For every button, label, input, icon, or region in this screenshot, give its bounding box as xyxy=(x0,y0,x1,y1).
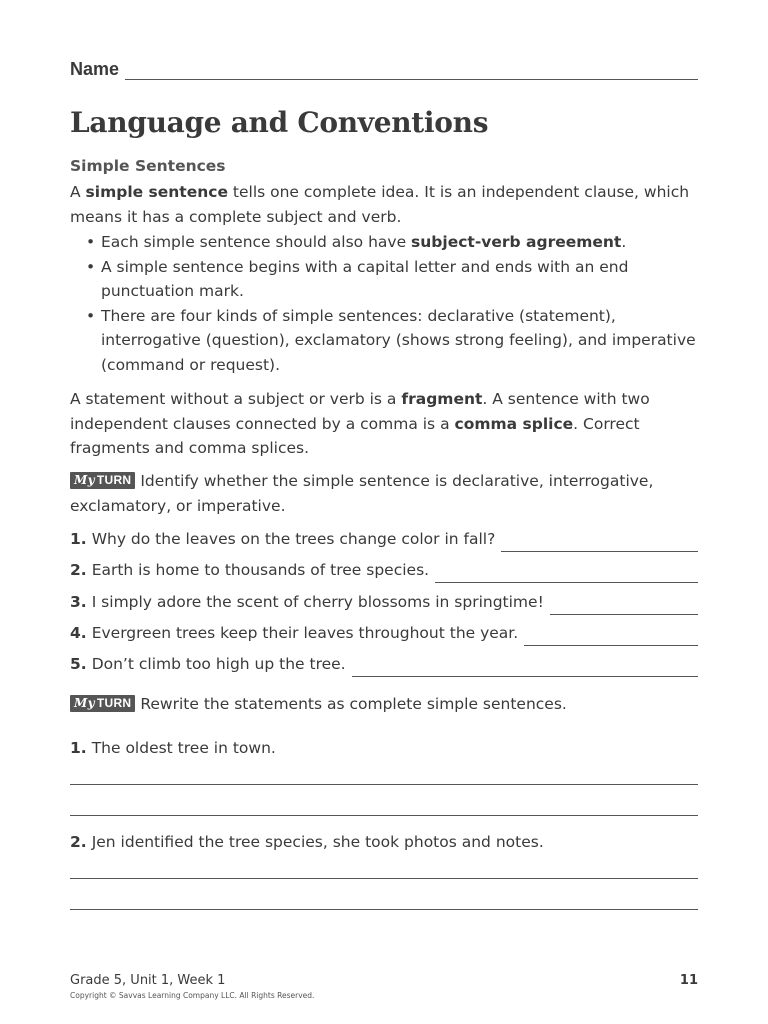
question-text: Evergreen trees keep their leaves throughout the year. xyxy=(91,624,519,642)
instruction-text: Rewrite the statements as complete simple sentences. xyxy=(135,695,567,713)
worksheet-page xyxy=(70,0,698,1024)
question-number: 1. xyxy=(70,530,87,548)
rewrite-item xyxy=(70,736,698,761)
name-label: Name xyxy=(70,59,120,79)
answer-line[interactable] xyxy=(70,784,698,785)
list-item-text: A simple sentence begins with a capital letter and ends with an end punctuation mark. xyxy=(101,257,629,300)
answer-line[interactable] xyxy=(70,909,698,910)
paragraph-text: . Correct fragments and comma splices. xyxy=(70,414,640,457)
my-turn-badge xyxy=(70,472,135,489)
question-number: 5. xyxy=(70,655,87,673)
my-turn-badge-my: My xyxy=(74,696,95,710)
answer-line[interactable] xyxy=(435,570,698,583)
term-comma-splice: comma splice xyxy=(454,414,574,433)
question-text: I simply adore the scent of cherry blossoms in springtime! xyxy=(91,593,544,611)
intro-text-rest: tells one complete idea. It is an independent clause, which means it has a complete subject and verb. xyxy=(70,183,690,226)
name-write-line[interactable] xyxy=(125,63,698,80)
answer-line[interactable] xyxy=(501,539,698,552)
instruction-text: Identify whether the simple sentence is declarative, interrogative, exclamatory, or imperative. xyxy=(70,472,654,515)
list-item xyxy=(86,230,698,255)
answer-line[interactable] xyxy=(352,664,698,677)
rewrite-item xyxy=(70,830,698,855)
copyright-notice: Copyright © Savvas Learning Company LLC. All Rights Reserved. xyxy=(70,991,315,1000)
list-item xyxy=(86,304,698,378)
name-row xyxy=(70,58,698,80)
question-row xyxy=(70,527,698,552)
list-item-text: Each simple sentence should also have xyxy=(101,233,412,251)
intro-text: A xyxy=(70,183,86,201)
question-row xyxy=(70,558,698,583)
my-turn-badge-my: My xyxy=(74,473,95,487)
my-turn-badge-turn: TURN xyxy=(96,696,132,710)
answer-line[interactable] xyxy=(70,878,698,879)
answer-line[interactable] xyxy=(70,815,698,816)
page-number: 11 xyxy=(679,973,698,988)
list-item-text: There are four kinds of simple sentences: declarative (statement), interrogative (question), exclamatory (shows strong feeling), and imperative (command or request). xyxy=(101,306,696,374)
activity1-instruction xyxy=(70,469,698,518)
page-title: Language and Conventions xyxy=(70,106,489,139)
question-number: 3. xyxy=(70,593,87,611)
my-turn-badge-turn: TURN xyxy=(96,473,132,487)
paragraph-text: A statement without a subject or verb is a xyxy=(70,390,402,408)
question-number: 2. xyxy=(70,833,87,851)
term-fragment: fragment xyxy=(401,390,483,408)
section-heading: Simple Sentences xyxy=(70,157,226,175)
question-text: Earth is home to thousands of tree species. xyxy=(91,561,430,579)
answer-line[interactable] xyxy=(550,602,698,615)
intro-paragraph xyxy=(70,180,698,229)
question-text: Jen identified the tree species, she took photos and notes. xyxy=(91,833,544,851)
question-row xyxy=(70,652,698,677)
answer-line[interactable] xyxy=(524,633,698,646)
my-turn-badge xyxy=(70,695,135,712)
activity2-instruction xyxy=(70,692,698,717)
question-text: Don’t climb too high up the tree. xyxy=(91,655,346,673)
question-number: 4. xyxy=(70,624,87,642)
question-number: 2. xyxy=(70,561,87,579)
question-row xyxy=(70,621,698,646)
rules-list xyxy=(86,230,698,377)
question-text: Why do the leaves on the trees change color in fall? xyxy=(91,530,496,548)
question-row xyxy=(70,590,698,615)
paragraph-text: . A sentence with two independent clauses connected by a comma is a xyxy=(70,390,650,433)
list-item xyxy=(86,255,698,304)
term-subject-verb-agreement: subject-verb agreement xyxy=(411,233,622,251)
list-item-text-end: . xyxy=(621,233,627,251)
term-simple-sentence: simple sentence xyxy=(85,183,228,201)
question-number: 1. xyxy=(70,739,87,757)
question-text: The oldest tree in town. xyxy=(91,739,276,757)
footer-grade: Grade 5, Unit 1, Week 1 xyxy=(70,973,226,988)
fragment-paragraph xyxy=(70,387,698,461)
